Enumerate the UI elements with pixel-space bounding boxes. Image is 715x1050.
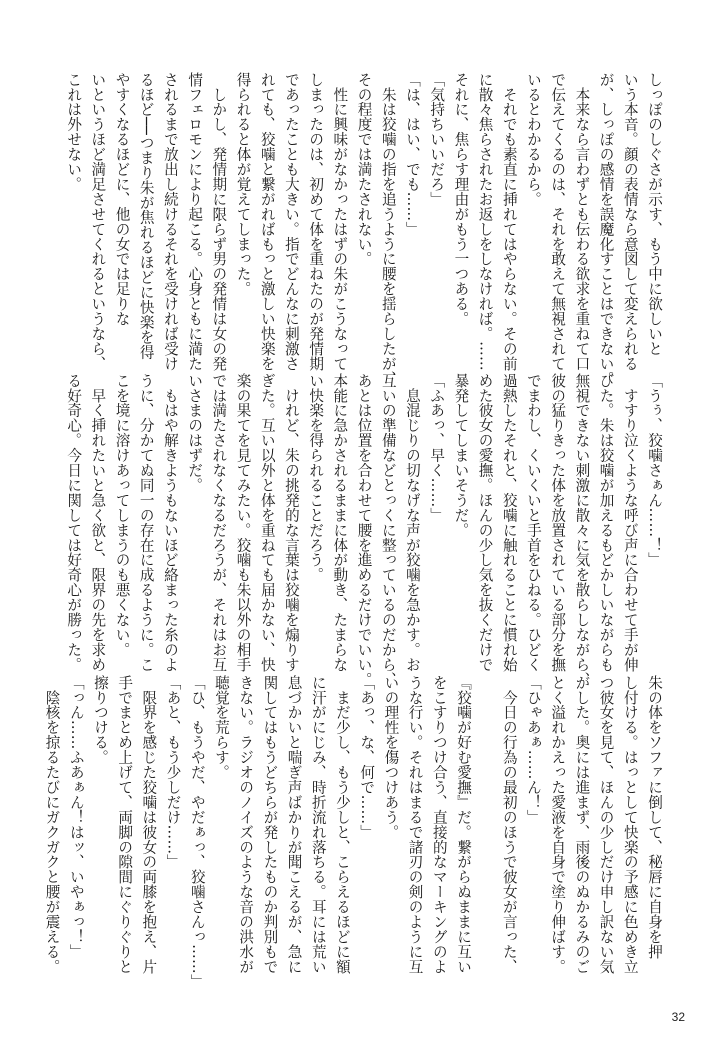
text-line: 関してはもうどちらが発したものか判別もで xyxy=(261,675,279,974)
text-line: しっぽのしぐさが示す、もう中に欲しいと xyxy=(646,72,663,357)
text-line: けれど、朱の挑発的な言葉は狡噛を煽りす xyxy=(282,373,300,672)
text-line: 『狡噛が好む愛撫』だ。繋がらぬままに互い xyxy=(455,675,472,974)
text-line: でまわし、くいくいと手首をひねる。ひどく xyxy=(524,373,542,672)
text-line: る好奇心。今日に関しては好奇心が勝った。 xyxy=(65,373,83,672)
text-line: あとは位置を合わせて腰を進めるだけでいい。 xyxy=(355,373,373,687)
text-line: されるまで放出し続けるそれを受ければ受け xyxy=(161,72,179,371)
text-line: 互いの準備などとっくに整っているのだから、 xyxy=(379,373,397,687)
text-line: 陰核を掠るたびにガクガクと腰が震える。 xyxy=(43,675,61,974)
text-block-top xyxy=(65,72,666,386)
text-line: では満たされなくなるだろうが、それはお互 xyxy=(210,373,228,672)
text-line: が、しっぽの感情を誤魔化すことはできない。 xyxy=(597,72,615,386)
text-line: こを境に溶けあってしまうのも悪くない。 xyxy=(113,373,131,658)
text-line: い快楽を得られることだろう。 xyxy=(307,373,325,583)
text-line: 「ふあっ、早く……」 xyxy=(428,373,446,523)
text-line: 無視できない刺激に散々に気を散らしながら、 xyxy=(573,373,591,687)
text-line: 「ひ、もうやだ、やだぁっ、狡噛さんっ……」 xyxy=(188,675,206,989)
text-line: 「あと、もう少しだけ……」 xyxy=(164,675,182,870)
text-line: がした。奥には進まず、雨後のぬかるみのご xyxy=(573,675,591,974)
text-line: それでも素直に挿れてはやらない。その前 xyxy=(500,72,518,371)
text-line: 聴覚を荒らす。 xyxy=(212,675,230,780)
text-line: 早く挿れたいと急く欲と、限界の先を求め xyxy=(89,373,107,672)
text-line: 本来なら言わずとも伝わる欲求を重ねて口 xyxy=(573,72,591,371)
text-line: であったことも大きい。指でどんなに刺激さ xyxy=(282,72,300,371)
text-line: 擦りつける。 xyxy=(91,675,109,765)
text-line: もはや解きようもないほど絡まった糸のよ xyxy=(161,373,179,672)
text-line: に汗がにじみ、時折流れ落ちる。耳には荒い xyxy=(309,675,327,974)
text-line: いの理性を傷つけあう。 xyxy=(382,675,400,840)
text-line: ぎた。互い以外と体を重ねても届かない、快 xyxy=(258,373,276,672)
text-block-bottom-right xyxy=(494,675,666,974)
text-line: しまったのは、初めて体を重ねたのが発情期 xyxy=(307,72,325,371)
text-line: し付ける。はっとして快楽の予感に色めき立 xyxy=(621,675,639,974)
text-line: 得られると体が覚えてしまった。 xyxy=(234,72,252,297)
text-line: きない。ラジオのノイズのような音の洪水が xyxy=(237,675,255,974)
text-line: 性に興味がなかったはずの朱がこうなって xyxy=(331,72,349,371)
text-block-bottom-left xyxy=(43,675,475,989)
text-line: その程度では満たされない。 xyxy=(355,72,373,267)
text-line: 朱は狡噛の指を追うように腰を揺らしたが、 xyxy=(379,72,397,386)
text-line: 「ひゃあぁ……ん！」 xyxy=(524,675,542,825)
text-line: 「は、はい、でも……」 xyxy=(403,72,421,237)
text-line: しかし、発情期に限らず男の発情は女の発 xyxy=(210,72,228,371)
text-line: それに、焦らす理由がもう一つある。 xyxy=(452,72,470,327)
text-line: れても、狡噛と繋がればもっと激しい快楽を xyxy=(258,72,276,371)
text-line: いう本音。顔の表情なら意図して変えられる xyxy=(621,72,639,371)
page-number: 32 xyxy=(671,1010,685,1024)
text-line: 「っん……ふあぁん！はッ、いやぁっ！」 xyxy=(67,675,85,960)
text-line: これは外せない。 xyxy=(65,72,83,192)
text-block-middle xyxy=(65,373,666,687)
text-line: 限界を感じた狡噛は彼女の両膝を抱え、片 xyxy=(140,675,158,974)
text-line: 手でまとめ上げて、両脚の隙間にぐりぐりと xyxy=(116,675,134,974)
text-line: 息づかいと喘ぎ声ばかりが聞こえるが、急に xyxy=(285,675,303,974)
text-line: るほど──つまり朱が焦れるほどに快楽を得 xyxy=(137,72,155,360)
text-line: まだ少し、もう少しと、こらえるほどに額 xyxy=(333,675,351,974)
text-line: 暴発してしまいそうだ。 xyxy=(452,373,470,538)
text-line: 「うぅ、狡噛さぁん……！」 xyxy=(646,373,663,568)
text-line: やすくなるほどに、他の女では足りな xyxy=(113,72,131,327)
text-line: つ彼女を見て、ほんの少しだけ申し訳ない気 xyxy=(597,675,615,974)
text-line: 「気持ちいいだろ」 xyxy=(428,72,446,207)
text-line: うな行い。それはまるで諸刃の剣のように互 xyxy=(406,675,424,974)
text-line: びた。朱は狡噛が加えるもどかしいながらも xyxy=(597,373,615,672)
text-line: とく溢れかえった愛液を自身で塗り伸ばす。 xyxy=(549,675,567,974)
text-line: いというほど満足させてくれるというなら、 xyxy=(89,72,107,371)
text-line: に散々焦らされたお返しをしなければ。…… xyxy=(476,72,494,371)
text-line: 過熱したそれと、狡噛に触れることに慣れ始 xyxy=(500,373,518,672)
text-line: 朱の体をソファに倒して、秘唇に自身を押 xyxy=(646,675,663,960)
text-line: めた彼女の愛撫。ほんの少し気を抜くだけで xyxy=(476,373,494,672)
text-line: 情フェロモンにより起こる。心身ともに満た xyxy=(186,72,204,371)
text-line: いさまのはずだ。 xyxy=(186,373,204,493)
text-line: 息混じりの切なげな声が狡噛を急かす。お xyxy=(403,373,421,672)
text-line: で伝えてくるのは、それを敢えて無視されて xyxy=(549,72,567,371)
text-line: 今日の行為の最初のほうで彼女が言った、 xyxy=(500,675,518,974)
text-line: いるとわかるから。 xyxy=(524,72,542,207)
text-line: 「あっ、な、何で……」 xyxy=(358,675,376,840)
text-line: 楽の果てを見てみたい。狡噛も朱以外の相手 xyxy=(234,373,252,672)
text-line: をこすりつけ合う、直接的なマーキングのよ xyxy=(430,675,448,974)
text-line: 本能に急かされるままに体が動き、たまらな xyxy=(331,373,349,672)
text-line: 彼の猛りきった体を放置されている部分を撫 xyxy=(549,373,567,672)
text-line: すすり泣くような呼び声に合わせて手が伸 xyxy=(621,373,639,672)
text-line: うに、分かてぬ同一の存在に成るように。こ xyxy=(137,373,155,672)
